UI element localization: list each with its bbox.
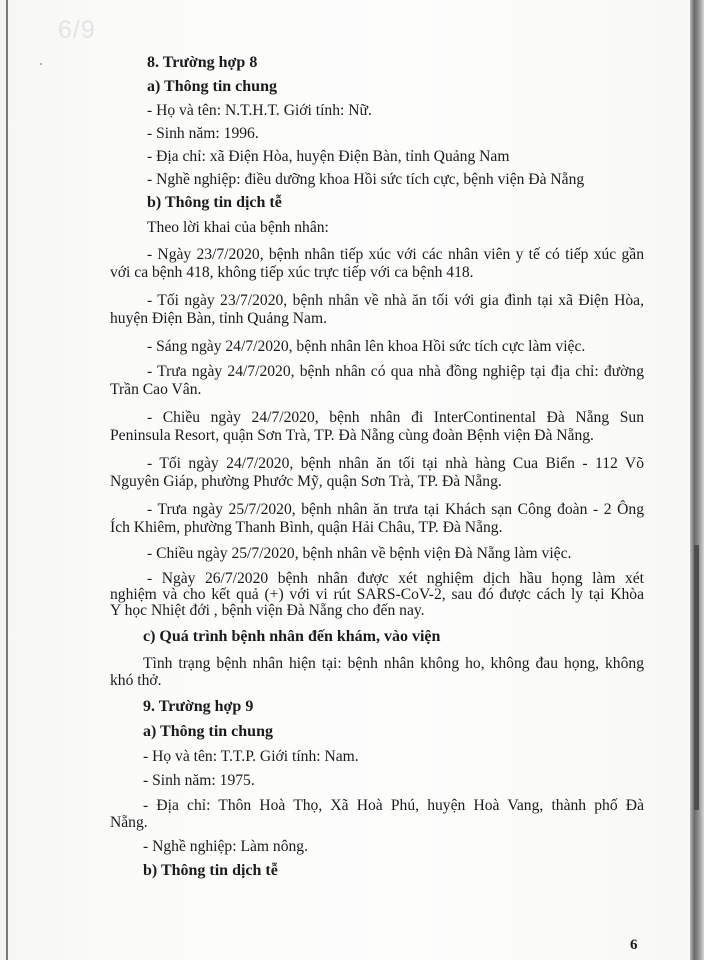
case9-name: - Họ và tên: T.T.P. Giới tính: Nam. [143, 748, 359, 765]
case9-heading: 9. Trường hợp 9 [143, 698, 254, 715]
case8-hospital-line-1: Tình trạng bệnh nhân hiện tại: bệnh nhân không ho, không đau họng, không [143, 655, 644, 672]
case8-birth: - Sinh năm: 1996. [147, 125, 259, 142]
case9-job: - Nghề nghiệp: Làm nông. [143, 838, 308, 855]
case8-epi-item-2-line-1: - Tối ngày 23/7/2020, bệnh nhân về nhà ăn tối với gia đình tại xã Điện Hòa, [147, 292, 644, 309]
case8-epi-heading: b) Thông tin dịch tễ [147, 194, 282, 211]
case8-epi-intro: Theo lời khai của bệnh nhân: [147, 219, 329, 236]
case8-epi-item-7-line-1: - Trưa ngày 25/7/2020, bệnh nhân ăn trưa tại Khách sạn Công đoàn - 2 Ông [147, 501, 644, 518]
case8-epi-item-9-line-1: - Ngày 26/7/2020 bệnh nhân được xét nghiệm dịch hầu họng làm xét [147, 570, 644, 587]
case8-epi-item-4-line-2: Trần Cao Vân. [110, 381, 202, 398]
case8-epi-item-5-line-1: - Chiều ngày 24/7/2020, bệnh nhân đi InterContinental Đà Nẵng Sun [147, 409, 644, 426]
case8-epi-item-4-line-1: - Trưa ngày 24/7/2020, bệnh nhân có qua nhà đồng nghiệp tại địa chỉ: đường [147, 363, 644, 380]
page-right-shadow [694, 545, 699, 810]
case9-birth: - Sinh năm: 1975. [143, 772, 255, 789]
case8-epi-item-7-line-2: Ích Khiêm, phường Thanh Bình, quận Hải Châu, TP. Đà Nẵng. [110, 519, 503, 536]
case8-epi-item-9-line-2: nghiệm và cho kết quả (+) với vi rút SARS-CoV-2, sau đó được cách ly tại Khòa [110, 586, 644, 603]
case8-name: - Họ và tên: N.T.H.T. Giới tính: Nữ. [147, 102, 372, 119]
case8-epi-item-6-line-2: Nguyên Giáp, phường Phước Mỹ, quận Sơn Trà, TP. Đà Nẵng. [110, 473, 502, 490]
case8-general-heading: a) Thông tin chung [147, 78, 277, 95]
case8-epi-item-8: - Chiều ngày 25/7/2020, bệnh nhân về bệnh viện Đà Nẵng làm việc. [147, 545, 572, 562]
case8-epi-item-1-line-1: - Ngày 23/7/2020, bệnh nhân tiếp xúc với các nhân viên y tế có tiếp xúc gần [147, 246, 644, 263]
case8-epi-item-2-line-2: huyện Điện Bàn, tỉnh Quảng Nam. [110, 310, 327, 327]
scan-speck [40, 63, 42, 65]
case9-address-line-1: - Địa chỉ: Thôn Hoà Thọ, Xã Hoà Phú, huyện Hoà Vang, thành phố Đà [143, 797, 644, 814]
case9-address-line-2: Nẵng. [110, 814, 148, 831]
page-right-border [690, 0, 704, 960]
case8-heading: 8. Trường hợp 8 [147, 54, 258, 71]
page-number: 6 [630, 937, 638, 953]
case9-epi-heading: b) Thông tin dịch tễ [143, 862, 278, 879]
case9-general-heading: a) Thông tin chung [143, 723, 273, 740]
case8-epi-item-3: - Sáng ngày 24/7/2020, bệnh nhân lên khoa Hồi sức tích cực làm việc. [147, 338, 586, 355]
case8-hospital-line-2: khó thở. [110, 672, 162, 689]
case8-job: - Nghề nghiệp: điều dưỡng khoa Hồi sức tích cực, bệnh viện Đà Nẵng [147, 171, 585, 188]
case8-epi-item-1-line-2: với ca bệnh 418, không tiếp xúc trực tiếp với ca bệnh 418. [110, 264, 474, 281]
case8-epi-item-6-line-1: - Tối ngày 24/7/2020, bệnh nhân ăn tối tại nhà hàng Cua Biển - 112 Võ [147, 455, 644, 472]
page-left-border [6, 0, 8, 960]
case8-epi-item-5-line-2: Peninsula Resort, quận Sơn Trà, TP. Đà Nẵng cùng đoàn Bệnh viện Đà Nẵng. [110, 427, 594, 444]
watermark: 6/9 [58, 16, 96, 44]
case8-hospital-heading: c) Quá trình bệnh nhân đến khám, vào viện [143, 628, 441, 645]
case8-epi-item-9-line-3: Y học Nhiệt đới , bệnh viện Đà Nẵng cho đến nay. [110, 602, 425, 619]
case8-address: - Địa chỉ: xã Điện Hòa, huyện Điện Bàn, tỉnh Quảng Nam [147, 148, 510, 165]
